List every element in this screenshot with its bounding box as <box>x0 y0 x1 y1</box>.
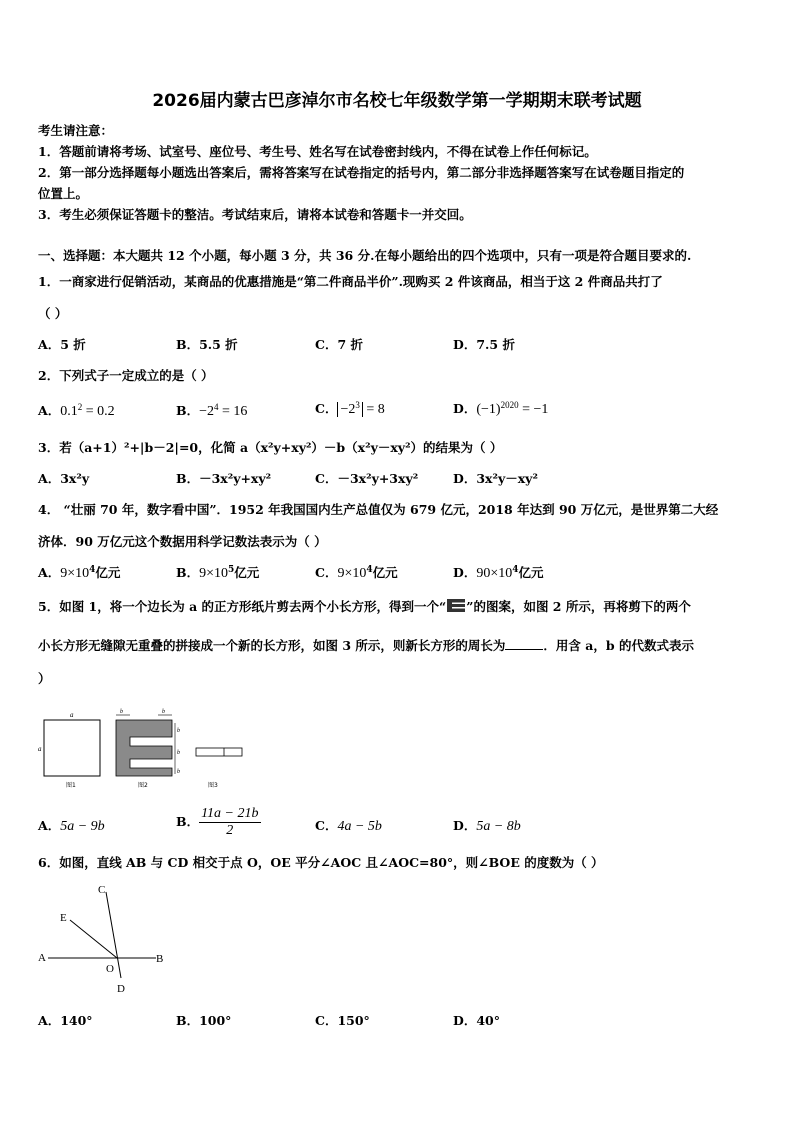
figure-1 <box>38 711 100 789</box>
q2-d-exp: 2020 <box>500 400 519 410</box>
q2-c-label: C． <box>315 401 338 416</box>
q2-d-rest: = −1 <box>518 402 549 417</box>
q2-b-base: −2 <box>199 404 214 419</box>
fig2-label-b1: b <box>120 709 123 715</box>
question-1-paren: （ ） <box>38 306 68 321</box>
fig2-label-b4: b <box>177 750 180 756</box>
fig1-label-a-left: a <box>38 745 42 753</box>
fig2-label-b5: b <box>177 769 180 775</box>
q5-figures <box>36 706 256 792</box>
point-c: C <box>98 884 106 896</box>
q1-option-d: D．7.5 折 <box>453 337 515 352</box>
e-shape-icon <box>446 598 466 613</box>
question-5-text-3: ） <box>38 671 51 686</box>
q4-a-exp: 4 <box>89 565 96 575</box>
q4-d-exp: 4 <box>512 565 519 575</box>
q4-c-exp: 4 <box>366 565 373 575</box>
q1-option-c: C．7 折 <box>315 337 363 352</box>
q2-c-exp: 3 <box>355 400 360 410</box>
q2-d-base: (−1) <box>476 402 501 417</box>
q2-option-a <box>38 401 115 420</box>
q4-option-d <box>453 563 544 582</box>
q2-a-exp: 2 <box>77 402 83 412</box>
point-d: D <box>117 983 125 995</box>
q6-option-b: B．100° <box>176 1013 232 1028</box>
point-o: O <box>106 963 114 975</box>
figure-2 <box>116 709 180 789</box>
q4-c-val: 9×10 <box>337 566 367 581</box>
q6-option-d: D．40° <box>453 1013 500 1028</box>
q5-text-after: ”的图案，如图 2 所示，再将剪下的两个 <box>466 599 691 614</box>
fig2-label-b3: b <box>177 728 180 734</box>
q1-option-a: A．5 折 <box>38 337 86 352</box>
answer-blank <box>505 637 543 650</box>
q5-c-label: C． <box>315 818 338 833</box>
q5-option-a <box>38 816 105 835</box>
q5-a-val: 5a − 9b <box>60 819 105 834</box>
q6-angle-figure <box>34 880 184 998</box>
q4-d-val: 90×10 <box>476 566 513 581</box>
q5-option-c <box>315 816 382 835</box>
q4-a-label: A． <box>38 565 61 580</box>
notice-line-1: 1．答题前请将考场、试室号、座位号、考生号、姓名写在试卷密封线内，不得在试卷上作任何标记。 <box>38 144 597 159</box>
q2-a-rest: = 0.2 <box>82 404 115 419</box>
q2-option-c <box>315 399 385 418</box>
q2-a-base: 0.1 <box>60 404 78 419</box>
q5-option-b <box>176 806 261 839</box>
q4-c-label: C． <box>315 565 338 580</box>
question-2-text: 2．下列式子一定成立的是（ ） <box>38 368 214 383</box>
q3-option-a: A．3x²y <box>38 471 90 486</box>
q4-b-val: 9×10 <box>199 566 228 581</box>
q4-a-unit: 亿元 <box>95 565 121 580</box>
page-title: 2026届内蒙古巴彦淖尔市名校七年级数学第一学期期末联考试题 <box>152 91 642 111</box>
fig1-label-a-top: a <box>70 711 74 719</box>
q4-option-c <box>315 563 398 582</box>
notice-line-2: 2．第一部分选择题每小题选出答案后，需将答案写在试卷指定的括号内，第二部分非选择题答案写在试卷题目指定的 <box>38 165 685 180</box>
point-e: E <box>60 912 67 924</box>
q3-option-b: B．－3x²y+xy² <box>176 471 272 486</box>
q4-option-b <box>176 563 259 582</box>
q5-b-label: B． <box>176 814 200 829</box>
q2-option-d <box>453 399 548 418</box>
notice-line-3: 3．考生必须保证答题卡的整洁。考试结束后，请将本试卷和答题卡一并交回。 <box>38 207 472 222</box>
q2-b-label: B． <box>176 403 200 418</box>
q2-b-exp: 4 <box>213 402 219 412</box>
q4-b-exp: 5 <box>227 565 235 575</box>
q2-c-rest: = 8 <box>362 402 385 417</box>
q5-text2-after: ．用含 a，b 的代数式表示 <box>543 638 694 653</box>
q6-option-c: C．150° <box>315 1013 370 1028</box>
question-5-text <box>38 597 691 615</box>
q2-option-b <box>176 401 247 420</box>
q5-b-denominator: 2 <box>226 823 234 838</box>
q2-a-label: A． <box>38 403 61 418</box>
question-5-text-2 <box>38 636 694 654</box>
question-1-text: 1．一商家进行促销活动，某商品的优惠措施是“第二件商品半价”.现购买 2 件该商品，相当于这 2 件商品共打了 <box>38 274 663 289</box>
q2-b-rest: = 16 <box>218 404 248 419</box>
q4-d-label: D． <box>453 565 477 580</box>
q5-d-label: D． <box>453 818 477 833</box>
q4-b-unit: 亿元 <box>234 565 260 580</box>
q4-b-label: B． <box>176 565 200 580</box>
point-b: B <box>156 953 164 965</box>
q5-b-numerator: 11a − 21b <box>201 806 259 821</box>
q1-option-b: B．5.5 折 <box>176 337 238 352</box>
q4-c-unit: 亿元 <box>372 565 398 580</box>
q5-d-val: 5a − 8b <box>476 819 521 834</box>
q4-a-val: 9×10 <box>60 566 90 581</box>
q2-d-label: D． <box>453 401 477 416</box>
point-a: A <box>38 952 46 964</box>
q5-text-before: 5．如图 1，将一个边长为 a 的正方形纸片剪去两个小长方形，得到一个“ <box>38 599 447 614</box>
q4-option-a <box>38 563 120 582</box>
question-4-text-2: 济体．90 万亿元这个数据用科学记数法表示为（ ） <box>38 534 327 549</box>
q5-text2-before: 小长方形无缝隙无重叠的拼接成一个新的长方形，如图 3 所示，则新长方形的周长为 <box>38 638 506 653</box>
q5-a-label: A． <box>38 818 61 833</box>
q3-option-d: D．3x²y－xy² <box>453 471 538 486</box>
q5-option-d <box>453 816 521 835</box>
q6-option-a: A．140° <box>38 1013 93 1028</box>
q4-d-unit: 亿元 <box>518 565 544 580</box>
fig3-caption: 图3 <box>208 782 218 789</box>
question-3-text: 3．若（a+1）²+|b－2|=0，化简 a（x²y+xy²）－b（x²y－xy²）的结果为（ ） <box>38 440 503 455</box>
question-6-text: 6．如图，直线 AB 与 CD 相交于点 O，OE 平分∠AOC 且∠AOC=80°，则∠BOE 的度数为（ ） <box>38 855 604 870</box>
figure-3 <box>196 748 242 789</box>
q3-option-c: C．－3x²y+3xy² <box>315 471 419 486</box>
q5-c-val: 4a − 5b <box>337 819 382 834</box>
section-heading: 一、选择题：本大题共 12 个小题，每小题 3 分，共 36 分.在每小题给出的四个选项中，只有一项是符合题目要求的. <box>38 248 692 263</box>
q2-c-inner: −2 <box>340 402 356 417</box>
notice-heading: 考生请注意： <box>38 123 114 138</box>
notice-line-2-cont: 位置上。 <box>38 186 89 201</box>
fig2-label-b2: b <box>162 709 165 715</box>
fig2-caption: 图2 <box>138 782 148 789</box>
question-4-text: 4． “壮丽 70 年，数字看中国”．1952 年我国国内生产总值仅为 679 亿元，2018 年达到 90 万亿元，是世界第二大经 <box>38 502 719 517</box>
fig1-caption: 图1 <box>66 782 76 789</box>
